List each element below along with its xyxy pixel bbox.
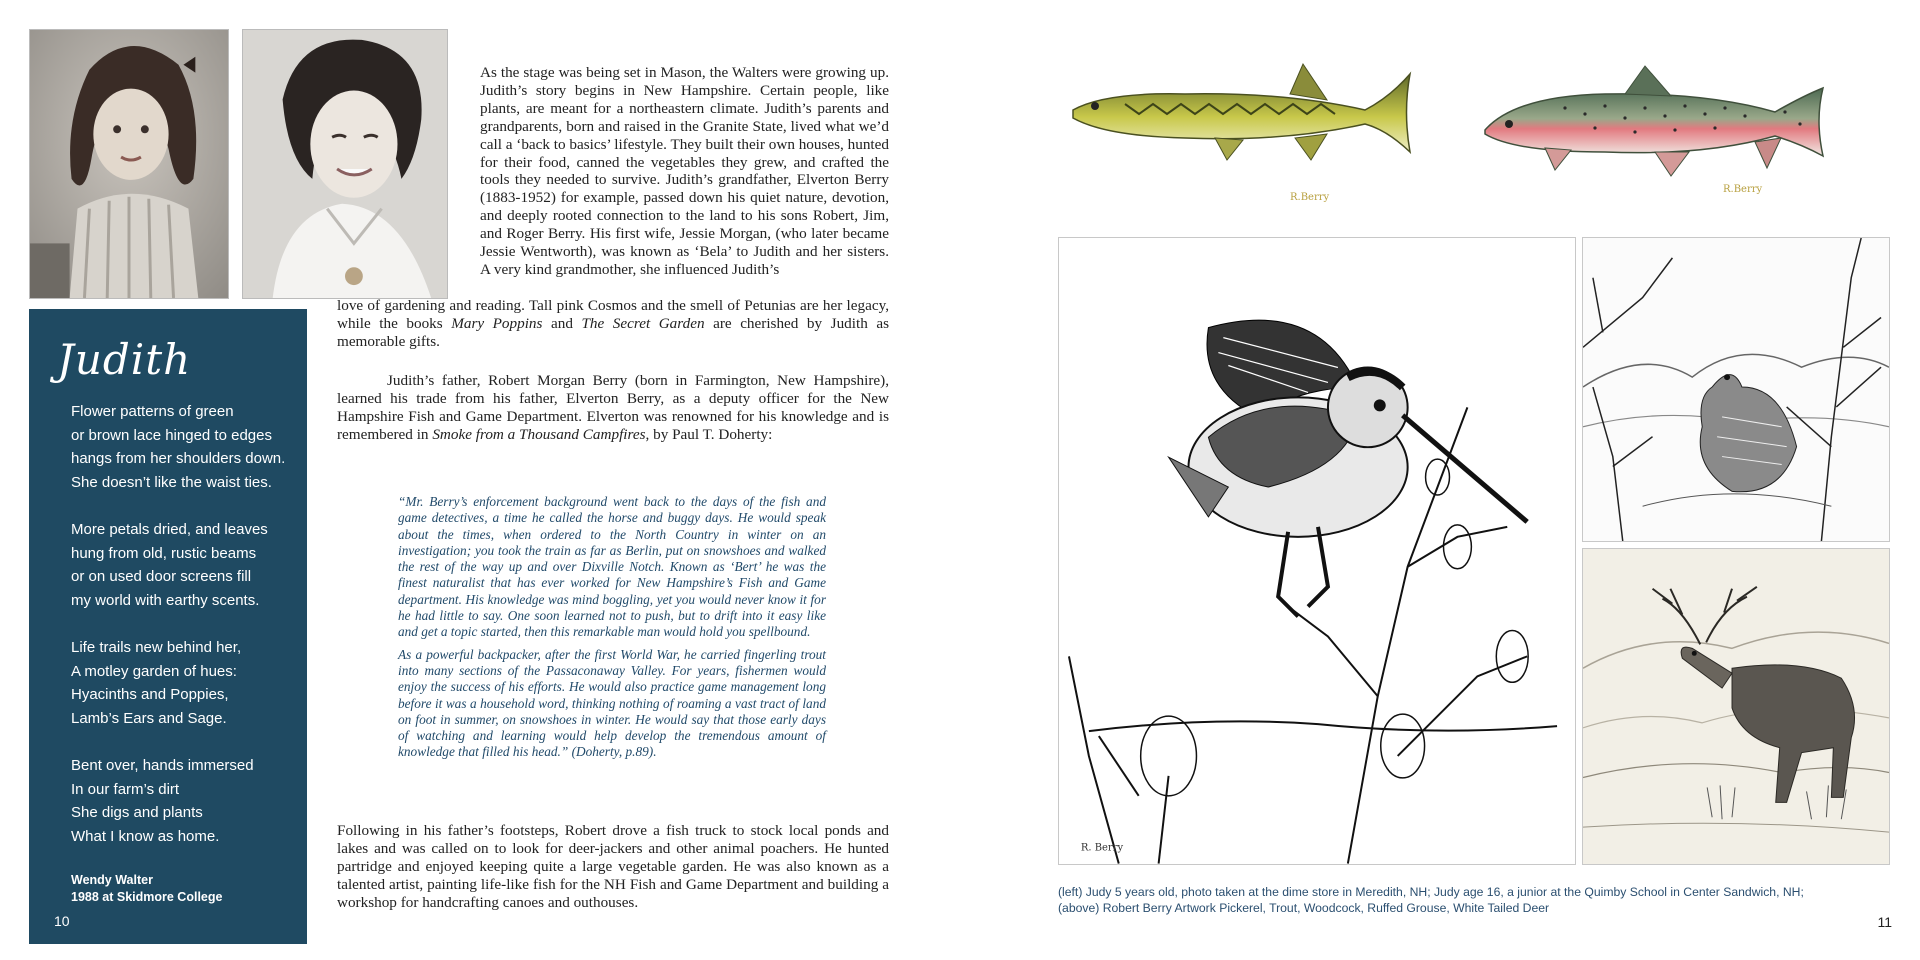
artwork-signature: R.Berry — [1290, 192, 1330, 203]
artwork-white-tailed-deer — [1582, 548, 1890, 865]
poem-line: hung from old, rustic beams — [71, 544, 257, 562]
quote-paragraph: As a powerful backpacker, after the first World War, he carried fingerling trout into many sections of the Passaconaway Valley. For years, fishermen would enjoy the success of his efforts. He would also practice game management long before it was a household word, thinking nothing of roaming a vast tract of land on foot in summer, on snowshoes in winter. He would say that those early days of watching and learning would help develop the tremendous amount of knowledge that filled his head.” (Doherty, p.89). — [398, 646, 826, 760]
poem-stanza — [71, 754, 287, 848]
poem-line: What I know as home. — [71, 827, 220, 845]
poem-author-note: 1988 at Skidmore College — [71, 890, 223, 904]
poem-line: Hyacinths and Poppies, — [71, 686, 229, 703]
poem-line: or brown lace hinged to edges — [71, 426, 272, 444]
text-run: , by Paul T. Doherty: — [645, 425, 773, 443]
book-title-mary-poppins: Mary Poppins — [451, 314, 543, 332]
poem-stanza — [71, 400, 287, 494]
artwork-ruffed-grouse — [1582, 237, 1890, 542]
photo-judy-age-5 — [29, 29, 229, 299]
photo-judy-age-16 — [242, 29, 448, 299]
text-run: love of gardening and reading. Tall pink Cosmos and the smell of Petunias are her legacy, while the books — [337, 297, 889, 332]
paragraph-robert-artist: Following in his father’s footsteps, Robert drove a fish truck to stock local ponds and lakes and was called on to look for deer-jackers and other animal poachers. He hunted partridge and enjoyed keeping quite a large vegetable garden. He was also known as a talented artist, painting life-like fish for the NH Fish and Game Department and building a workshop for handcrafting canoes and outhouses. — [337, 822, 889, 911]
paragraph-grandmother-legacy — [337, 297, 889, 351]
poem-title: Judith — [57, 335, 192, 384]
book-title-smoke-campfires: Smoke from a Thousand Campfires — [432, 425, 646, 443]
poem-stanza — [71, 636, 287, 730]
poem-panel — [29, 309, 307, 944]
artwork-signature: R.Berry — [1723, 184, 1763, 195]
poem-line: Life trails new behind her, — [71, 639, 242, 656]
doherty-quote — [398, 494, 826, 767]
poem-line: my world with earthy scents. — [71, 591, 260, 609]
poem-line: Flower patterns of green — [71, 403, 234, 420]
text-run: Judith’s father, Robert Morgan Berry (born in Farmington, New Hampshire), learned his trade from his father, Elverton Berry, as a deputy officer for the New Hampshire Fish and Game Department. Elverton was renowned for his knowledge and is remembered in — [337, 372, 889, 443]
poem-line: More petals dried, and leaves — [71, 521, 268, 538]
text-run: and — [542, 314, 582, 332]
quote-paragraph: “Mr. Berry’s enforcement background went back to the days of the fish and game detectives, a time he called the horse and buggy days. He would speak about the times, when ordered to the North Country in winter on an investigation; you took the train as far as Berlin, put on snowshoes and walked the rest of the way up and over Dixville Notch. Known as ‘Bert’ he was the finest naturalist that has ever worked for New Hampshire’s Fish and Game department. His knowledge was mind boggling, yet you would never know it for he had little to say. One soon learned not to push, but to drift into it easy like and get a topic started, then this remarkable man would hold you spellbound. — [398, 494, 826, 640]
artwork-signature: R. Berry — [1080, 842, 1124, 854]
text-run: are cherished by Judith as memorable gifts. — [337, 314, 889, 350]
poem-line: She doesn’t like the waist ties. — [71, 473, 272, 491]
artwork-woodcock — [1058, 237, 1576, 865]
poem-line: Lamb’s Ears and Sage. — [71, 709, 227, 727]
poem-author: Wendy Walter — [71, 873, 153, 887]
page-number-right: 11 — [1877, 914, 1892, 930]
artwork-caption: (left) Judy 5 years old, photo taken at the dime store in Meredith, NH; Judy age 16, a junior at the Quimby School in Center Sandwich, NH; (above) Robert Berry Artwork Pickerel, Trout, Woodcock, Ruffed Grouse, White Tailed Deer — [1058, 885, 1804, 915]
paragraph-judith-story: As the stage was being set in Mason, the Walters were growing up. Judith’s story begins in New Hampshire. Certain people, like plants, are meant for a northeastern climate. Judith’s parents and grandparents, born and raised in the Granite State, lived what we’d call a ‘back to basics’ lifestyle. They built their own houses, hunted for their food, canned the vegetables they grew, and crafted the tools they needed to survive. Judith’s grandfather, Elverton Berry (1883-1952) for example, passed down his quiet nature, devotion, and deeply rooted connection to the land to his sons Robert, Jim, and Roger Berry. His first wife, Jessie Morgan, (who later became Jessie Wentworth), was known as ‘Bela’ to Judith and her sisters. A very kind grandmother, she influenced Judith’s — [480, 64, 889, 278]
poem-line: A motley garden of hues: — [71, 662, 237, 680]
artwork-pickerel — [1065, 52, 1415, 212]
poem-line: She digs and plants — [71, 804, 203, 821]
poem-line: or on used door screens fill — [71, 568, 252, 585]
page-number-left: 10 — [54, 913, 70, 929]
book-title-secret-garden: The Secret Garden — [581, 314, 705, 332]
artwork-trout — [1475, 52, 1835, 212]
poem-line: Bent over, hands immersed — [71, 757, 254, 774]
poem-line: hangs from her shoulders down. — [71, 450, 286, 467]
poem-line: In our farm’s dirt — [71, 780, 180, 798]
poem-stanza — [71, 518, 287, 612]
paragraph-father-robert — [337, 372, 889, 444]
